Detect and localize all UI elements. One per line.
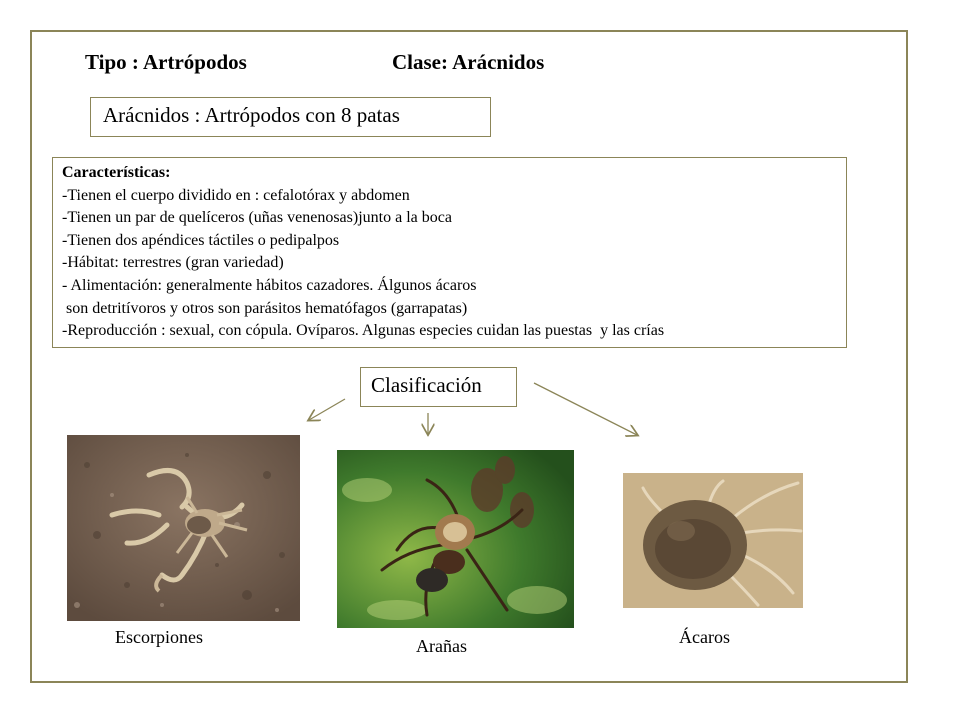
characteristics-title: Características: <box>62 164 171 181</box>
mite-photo <box>623 473 803 608</box>
clase-heading: Clase: Arácnidos <box>392 50 545 74</box>
characteristic-line: - Alimentación: generalmente hábitos cazadores. Álgunos ácaros <box>62 276 477 294</box>
characteristic-line: -Tienen el cuerpo dividido en : cefalotórax y abdomen <box>62 186 410 204</box>
caption-spiders: Arañas <box>416 636 467 656</box>
characteristic-line: -Tienen dos apéndices táctiles o pedipalpos <box>62 231 340 249</box>
definition-box: Arácnidos : Artrópodos con 8 patas <box>90 97 491 137</box>
characteristic-line: -Reproducción : sexual, con cópula. Ovíparos. Algunas especies cuidan las puestas y las crías <box>62 322 665 340</box>
classification-box: Clasificación <box>360 367 517 407</box>
characteristic-line: -Hábitat: terrestres (gran variedad) <box>62 254 284 272</box>
arrow-to-mites <box>534 383 637 435</box>
characteristic-line: -Tienen un par de quelíceros (uñas venenosas)junto a la boca <box>62 209 452 227</box>
caption-scorpions: Escorpiones <box>115 627 203 647</box>
tipo-heading: Tipo : Artrópodos <box>85 50 247 74</box>
spider-photo <box>337 450 574 628</box>
scorpion-photo <box>67 435 300 621</box>
arrow-to-scorpions <box>309 399 345 420</box>
characteristic-line: son detritívoros y otros son parásitos hematófagos (garrapatas) <box>62 299 468 317</box>
caption-mites: Ácaros <box>679 627 730 647</box>
